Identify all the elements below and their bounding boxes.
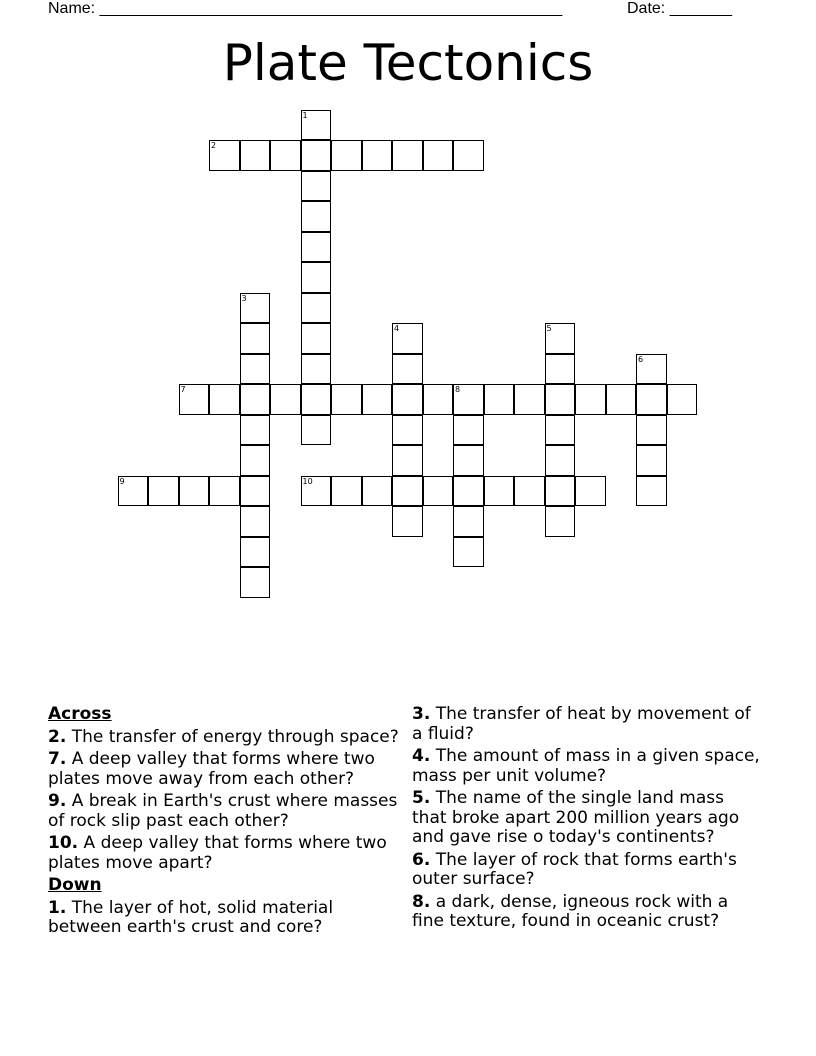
crossword-cell[interactable] bbox=[179, 476, 210, 507]
crossword-cell[interactable] bbox=[484, 476, 515, 507]
crossword-cell[interactable] bbox=[545, 323, 576, 354]
crossword-cell[interactable] bbox=[118, 476, 149, 507]
clue-text: A deep valley that forms where two plates move apart? bbox=[48, 833, 387, 873]
clue-text: a dark, dense, igneous rock with a fine texture, found in oceanic crust? bbox=[412, 891, 729, 931]
crossword-cell[interactable] bbox=[209, 384, 240, 415]
crossword-cell[interactable] bbox=[301, 293, 332, 324]
crossword-cell[interactable] bbox=[301, 140, 332, 171]
crossword-cell[interactable] bbox=[545, 506, 576, 537]
crossword-cell[interactable] bbox=[240, 323, 271, 354]
clue-number-label: 2 bbox=[211, 141, 217, 150]
crossword-cell[interactable] bbox=[392, 140, 423, 171]
clue-number-label: 10 bbox=[302, 476, 313, 486]
clue-number-label: 9 bbox=[119, 476, 125, 486]
crossword-cell[interactable] bbox=[453, 140, 484, 171]
clue-number: 4. bbox=[412, 746, 431, 766]
crossword-cell[interactable] bbox=[423, 384, 454, 415]
crossword-cell[interactable] bbox=[545, 476, 576, 507]
crossword-cell[interactable] bbox=[270, 384, 301, 415]
clue-item bbox=[412, 747, 762, 786]
clue-text: A break in Earth's crust where masses of rock slip past each other? bbox=[48, 791, 398, 831]
crossword-cell[interactable] bbox=[240, 354, 271, 385]
clue-number-label: 3 bbox=[241, 293, 247, 303]
crossword-cell[interactable] bbox=[240, 506, 271, 537]
clue-number: 2. bbox=[48, 726, 67, 747]
crossword-cell[interactable] bbox=[453, 537, 484, 568]
crossword-cell[interactable] bbox=[301, 354, 332, 385]
crossword-cell[interactable] bbox=[575, 476, 606, 507]
clue-number-label: 8 bbox=[455, 385, 461, 394]
crossword-cell[interactable] bbox=[209, 140, 240, 171]
crossword-cell[interactable] bbox=[301, 415, 332, 446]
crossword-cell[interactable] bbox=[331, 140, 362, 171]
crossword-cell[interactable] bbox=[240, 384, 271, 415]
clue-number: 6. bbox=[412, 849, 431, 870]
crossword-cell[interactable] bbox=[362, 140, 393, 171]
crossword-cell[interactable] bbox=[545, 445, 576, 476]
crossword-cell[interactable] bbox=[453, 476, 484, 507]
crossword-cell[interactable] bbox=[240, 140, 271, 171]
clue-text: The layer of rock that forms earth's outer surface? bbox=[412, 849, 737, 889]
date-field-label[interactable]: Date: _______ bbox=[627, 0, 732, 17]
clue-item bbox=[48, 750, 400, 789]
clue-item bbox=[412, 789, 762, 848]
crossword-cell[interactable] bbox=[453, 415, 484, 446]
clue-item bbox=[48, 728, 400, 748]
clue-text: A deep valley that forms where two plates move away from each other? bbox=[48, 749, 375, 789]
crossword-cell[interactable] bbox=[270, 140, 301, 171]
clue-number: 1. bbox=[48, 897, 67, 918]
clue-text: The layer of hot, solid material between earth's crust and core? bbox=[48, 897, 334, 937]
crossword-cell[interactable] bbox=[301, 323, 332, 354]
crossword-cell[interactable] bbox=[636, 476, 667, 507]
clue-text: The name of the single land mass that broke apart 200 million years ago and gave rise o today's continents? bbox=[412, 788, 740, 847]
crossword-cell[interactable] bbox=[362, 384, 393, 415]
clue-number: 7. bbox=[48, 749, 67, 769]
crossword-cell[interactable] bbox=[423, 140, 454, 171]
crossword-cell[interactable] bbox=[636, 354, 667, 385]
crossword-cell[interactable] bbox=[514, 476, 545, 507]
crossword-cell[interactable] bbox=[484, 384, 515, 415]
clue-section-heading: Across bbox=[48, 704, 112, 724]
crossword-cell[interactable] bbox=[392, 354, 423, 385]
crossword-cell[interactable] bbox=[545, 384, 576, 415]
crossword-cell[interactable] bbox=[453, 384, 484, 415]
crossword-cell[interactable] bbox=[423, 476, 454, 507]
clue-item bbox=[48, 899, 400, 938]
clue-text: The amount of mass in a given space, mass per unit volume? bbox=[412, 746, 760, 786]
clue-item bbox=[412, 705, 762, 744]
clue-item bbox=[412, 893, 762, 932]
crossword-cell[interactable] bbox=[362, 476, 393, 507]
clue-number: 3. bbox=[412, 704, 431, 724]
clue-number: 10. bbox=[48, 833, 79, 853]
crossword-cell[interactable] bbox=[301, 171, 332, 202]
crossword-cell[interactable] bbox=[240, 537, 271, 568]
crossword-cell[interactable] bbox=[575, 384, 606, 415]
crossword-cell[interactable] bbox=[392, 323, 423, 354]
crossword-cell[interactable] bbox=[636, 384, 667, 415]
crossword-cell[interactable] bbox=[240, 445, 271, 476]
crossword-cell[interactable] bbox=[240, 415, 271, 446]
crossword-cell[interactable] bbox=[392, 445, 423, 476]
crossword-cell[interactable] bbox=[667, 384, 698, 415]
crossword-cell[interactable] bbox=[301, 384, 332, 415]
crossword-cell[interactable] bbox=[453, 506, 484, 537]
crossword-cell[interactable] bbox=[240, 567, 271, 598]
crossword-cell[interactable] bbox=[392, 384, 423, 415]
crossword-cell[interactable] bbox=[636, 445, 667, 476]
clue-number-label: 1 bbox=[302, 110, 308, 120]
clue-number: 5. bbox=[412, 788, 431, 808]
crossword-cell[interactable] bbox=[606, 384, 637, 415]
crossword-cell[interactable] bbox=[331, 384, 362, 415]
clue-number: 8. bbox=[412, 891, 431, 912]
clue-item bbox=[412, 851, 762, 890]
crossword-cell[interactable] bbox=[545, 354, 576, 385]
page-title: Plate Tectonics bbox=[222, 34, 594, 92]
crossword-cell[interactable] bbox=[331, 476, 362, 507]
clue-number-label: 4 bbox=[394, 324, 400, 333]
clues-right-column bbox=[412, 702, 762, 932]
crossword-cell[interactable] bbox=[545, 415, 576, 446]
clue-number-label: 5 bbox=[546, 324, 552, 333]
clue-text: The transfer of heat by movement of a fluid? bbox=[412, 704, 751, 744]
crossword-cell[interactable] bbox=[301, 110, 332, 141]
crossword-cell[interactable] bbox=[179, 384, 210, 415]
crossword-cell[interactable] bbox=[301, 232, 332, 263]
clue-section-heading: Down bbox=[48, 875, 102, 895]
crossword-cell[interactable] bbox=[392, 415, 423, 446]
crossword-cell[interactable] bbox=[209, 476, 240, 507]
clue-number-label: 6 bbox=[638, 354, 644, 364]
clues-left-column bbox=[48, 702, 400, 938]
clue-number: 9. bbox=[48, 791, 67, 811]
crossword-cell[interactable] bbox=[301, 262, 332, 293]
crossword-cell[interactable] bbox=[240, 476, 271, 507]
clue-number-label: 7 bbox=[180, 385, 186, 394]
name-field-label[interactable]: Name: ____________________________________________________ bbox=[48, 0, 563, 17]
crossword-cell[interactable] bbox=[453, 445, 484, 476]
crossword-cell[interactable] bbox=[148, 476, 179, 507]
clue-text: The transfer of energy through space? bbox=[71, 726, 399, 747]
crossword-cell[interactable] bbox=[514, 384, 545, 415]
crossword-cell[interactable] bbox=[301, 201, 332, 232]
crossword-cell[interactable] bbox=[392, 476, 423, 507]
clue-item bbox=[48, 834, 400, 873]
crossword-cell[interactable] bbox=[301, 476, 332, 507]
crossword-cell[interactable] bbox=[636, 415, 667, 446]
clue-item bbox=[48, 792, 400, 831]
crossword-cell[interactable] bbox=[392, 506, 423, 537]
crossword-cell[interactable] bbox=[240, 293, 271, 324]
